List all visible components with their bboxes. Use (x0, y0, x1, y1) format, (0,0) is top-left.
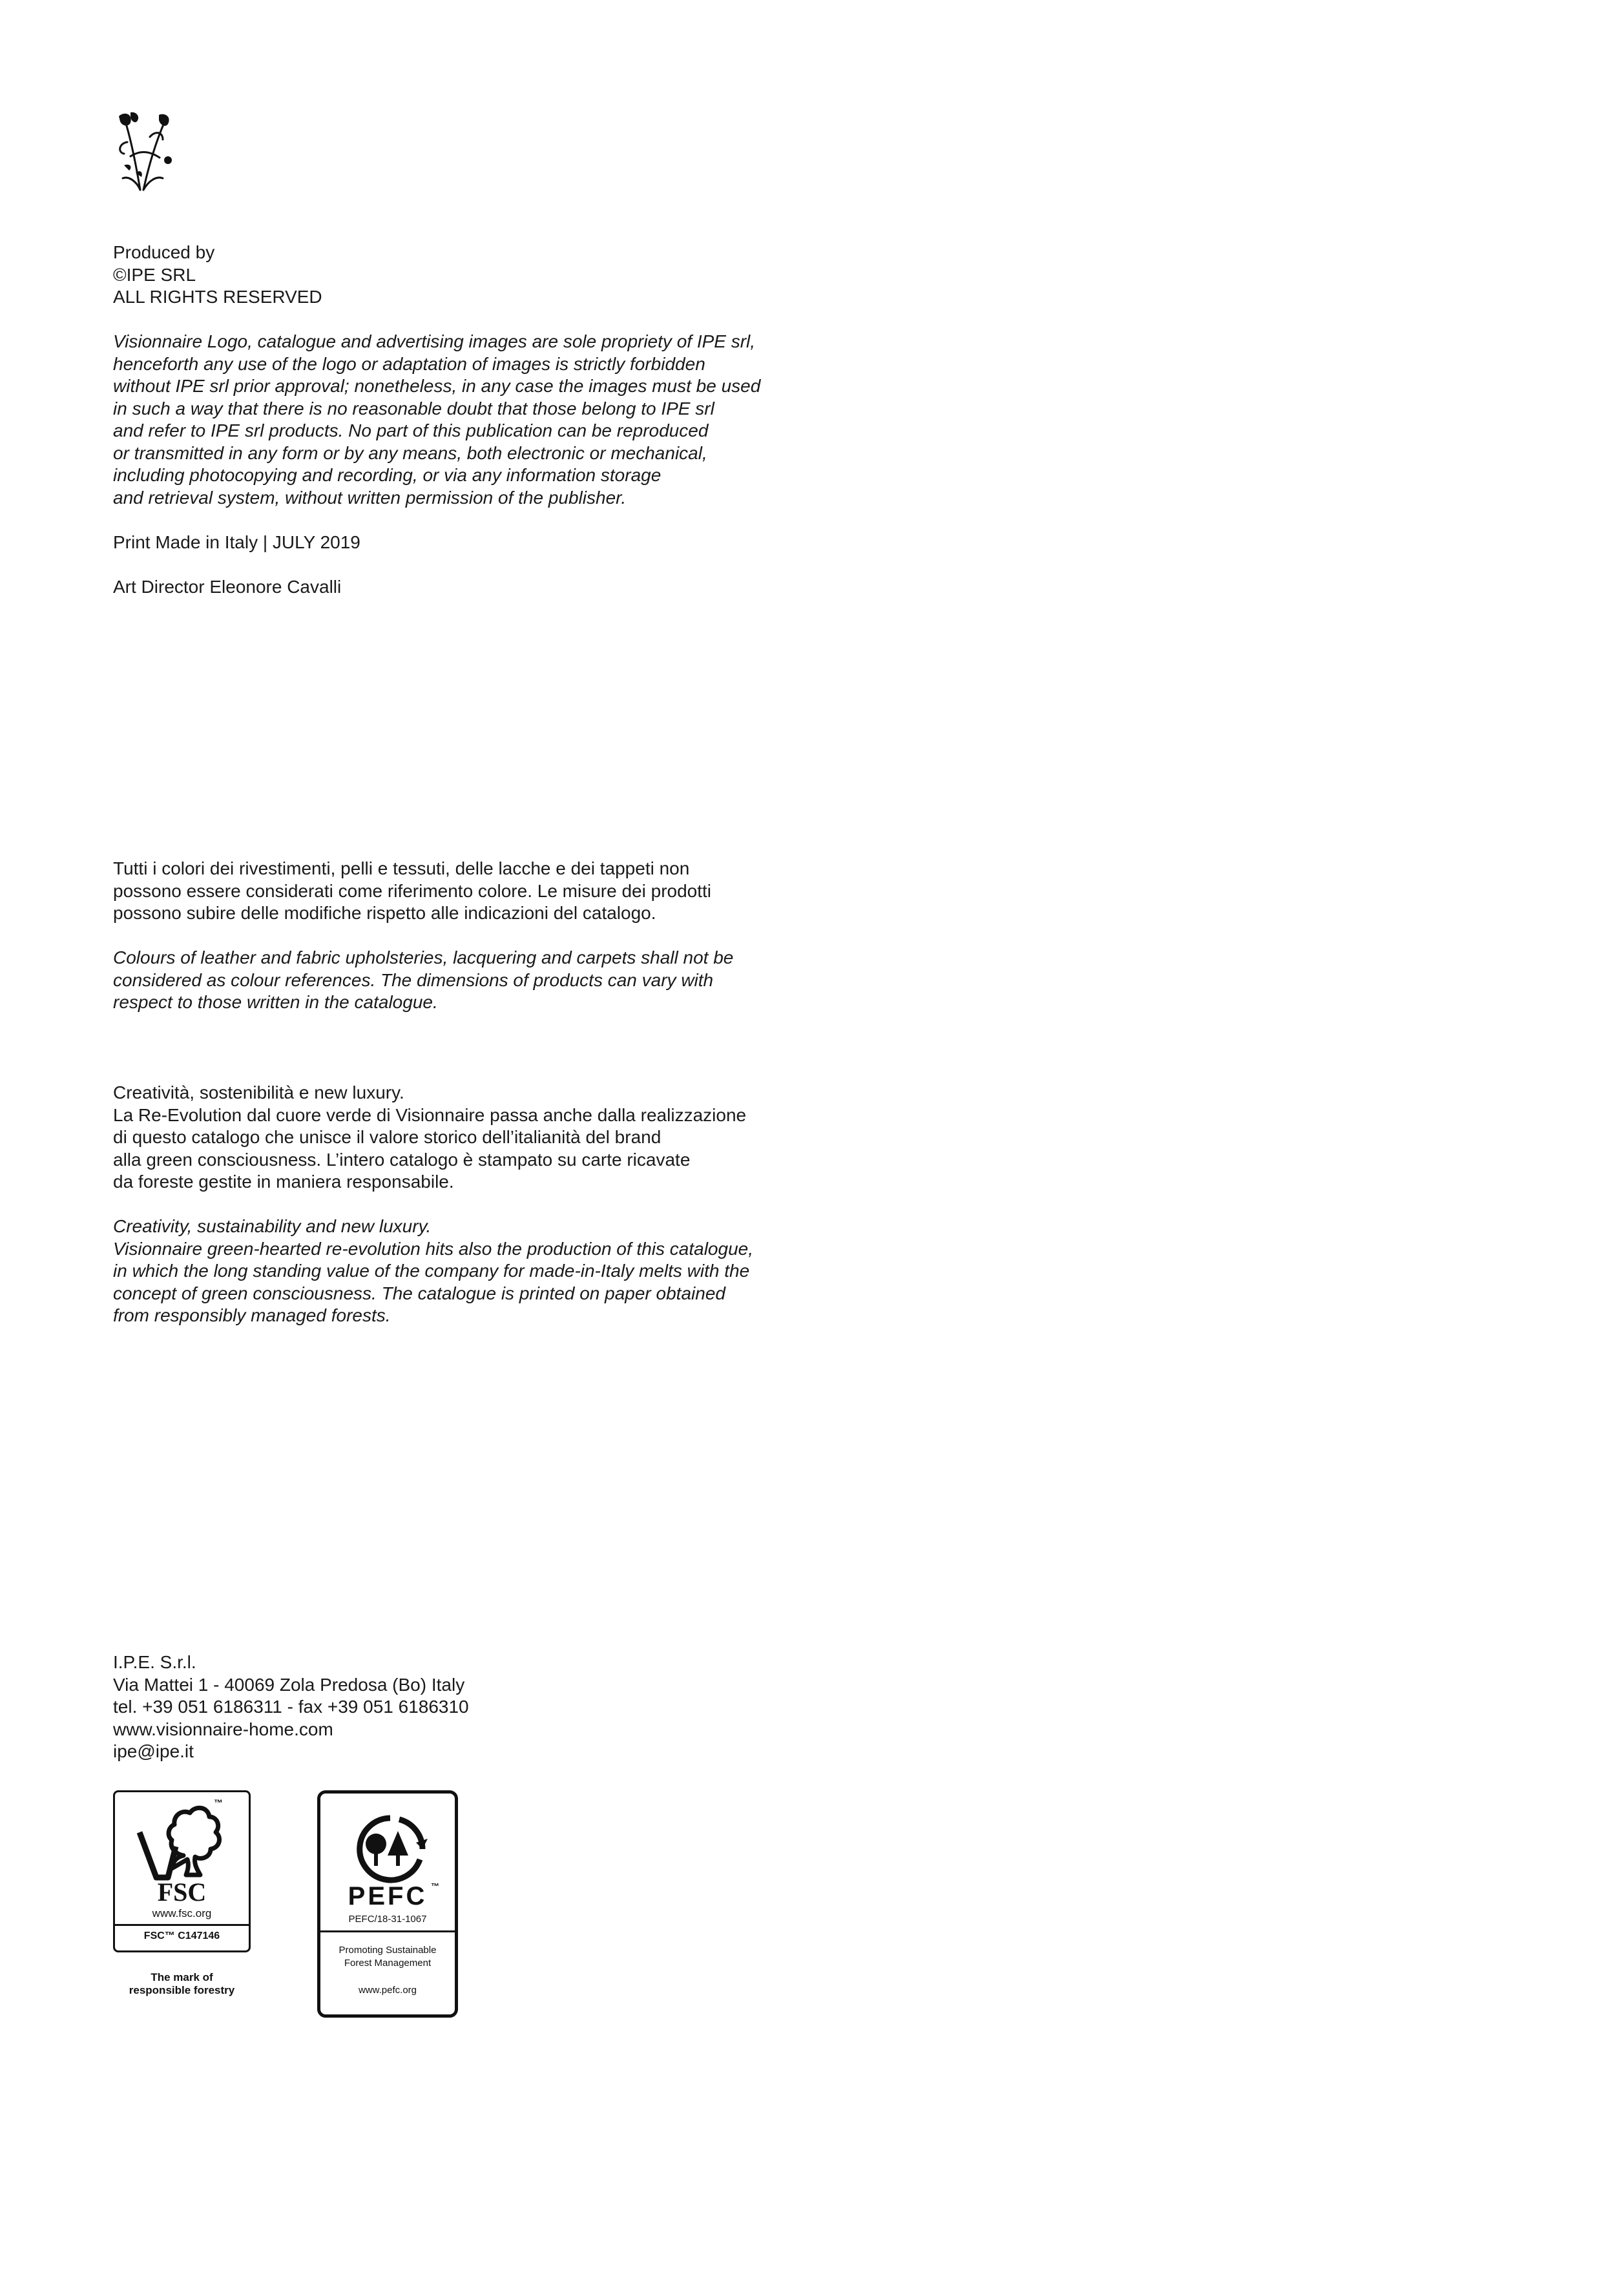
credits-block (113, 242, 760, 598)
contact-block (113, 1651, 469, 1763)
pefc-trademark: ™ (431, 1881, 439, 1891)
visionnaire-monogram-icon (111, 111, 176, 195)
company-name: I.P.E. S.r.l. (113, 1652, 196, 1672)
disclaimer-en-line: Colours of leather and fabric upholsteries, lacquering and carpets shall not be (113, 947, 734, 967)
sustainability-it-line: Creatività, sostenibilità e new luxury. (113, 1082, 404, 1102)
colour-disclaimer (113, 858, 733, 1014)
pefc-badge (317, 1790, 458, 2018)
company-email: ipe@ipe.it (113, 1741, 194, 1761)
company-address: Via Mattei 1 - 40069 Zola Predosa (Bo) Italy (113, 1674, 465, 1695)
fsc-tagline-line: responsible forestry (129, 1984, 235, 1996)
legal-notice-line: in such a way that there is no reasonable doubt that those belong to IPE srl (113, 398, 714, 419)
legal-notice-line: Visionnaire Logo, catalogue and advertising images are sole propriety of IPE srl, (113, 331, 756, 351)
pefc-code: PEFC/18-31-1067 (348, 1914, 427, 1925)
sustainability-en-line: from responsibly managed forests. (113, 1305, 391, 1325)
legal-notice-line: or transmitted in any form or by any means, both electronic or mechanical, (113, 442, 707, 463)
legal-notice-line: and retrieval system, without written permission of the publisher. (113, 487, 627, 508)
copyright-line: ©IPE SRL (113, 264, 196, 285)
fsc-tagline-line: The mark of (151, 1971, 213, 1983)
sustainability-en-line: concept of green consciousness. The catalogue is printed on paper obtained (113, 1283, 725, 1303)
sustainability-en-line: Creativity, sustainability and new luxury. (113, 1216, 432, 1236)
print-info: Print Made in Italy | JULY 2019 (113, 532, 360, 552)
pefc-tagline-line: Forest Management (344, 1958, 432, 1969)
fsc-url: www.fsc.org (152, 1907, 212, 1919)
fsc-brand: FSC (157, 1877, 207, 1907)
sustainability-it-line: alla green consciousness. L’intero catalogo è stampato su carte ricavate (113, 1149, 691, 1170)
sustainability-statement (113, 1082, 753, 1327)
disclaimer-it-line: Tutti i colori dei rivestimenti, pelli e tessuti, delle lacche e dei tappeti non (113, 858, 690, 878)
art-director: Art Director Eleonore Cavalli (113, 576, 342, 597)
sustainability-it-line: da foreste gestite in maniera responsabile. (113, 1172, 454, 1192)
sustainability-en-line: Visionnaire green-hearted re-evolution hits also the production of this catalogue, (113, 1238, 753, 1259)
legal-notice (113, 331, 760, 509)
sustainability-it-line: di questo catalogo che unisce il valore storico dell’italianità del brand (113, 1127, 662, 1147)
sustainability-it-line: La Re-Evolution dal cuore verde di Visionnaire passa anche dalla realizzazione (113, 1104, 747, 1125)
legal-notice-line: and refer to IPE srl products. No part of this publication can be reproduced (113, 420, 709, 440)
pefc-brand: PEFC (348, 1882, 428, 1910)
disclaimer-en-line: respect to those written in the catalogue. (113, 992, 438, 1012)
rights-line: ALL RIGHTS RESERVED (113, 287, 322, 307)
produced-by-label: Produced by (113, 242, 215, 262)
fsc-license: FSC™ C147146 (143, 1930, 220, 1941)
pefc-trees-icon (345, 1813, 435, 1884)
company-website: www.visionnaire-home.com (113, 1719, 333, 1739)
legal-notice-line: henceforth any use of the logo or adaptation of images is strictly forbidden (113, 353, 705, 374)
company-phone: tel. +39 051 6186311 - fax +39 051 6186310 (113, 1697, 469, 1717)
disclaimer-it-line: possono essere considerati come riferimento colore. Le misure dei prodotti (113, 880, 712, 901)
pefc-url: www.pefc.org (358, 1985, 417, 1996)
sustainability-en-line: in which the long standing value of the company for made-in-Italy melts with the (113, 1261, 750, 1281)
fsc-badge (113, 1790, 251, 1952)
fsc-tree-check-icon (133, 1801, 230, 1884)
disclaimer-en-line: considered as colour references. The dimensions of products can vary with (113, 969, 714, 990)
fsc-tagline (113, 1971, 251, 1997)
pefc-tagline-line: Promoting Sustainable (339, 1945, 437, 1956)
legal-notice-line: including photocopying and recording, or via any information storage (113, 465, 662, 485)
fsc-trademark: ™ (214, 1797, 223, 1808)
legal-notice-line: without IPE srl prior approval; nonetheless, in any case the images must be used (113, 376, 761, 396)
disclaimer-it-line: possono subire delle modifiche rispetto alle indicazioni del catalogo. (113, 903, 656, 923)
